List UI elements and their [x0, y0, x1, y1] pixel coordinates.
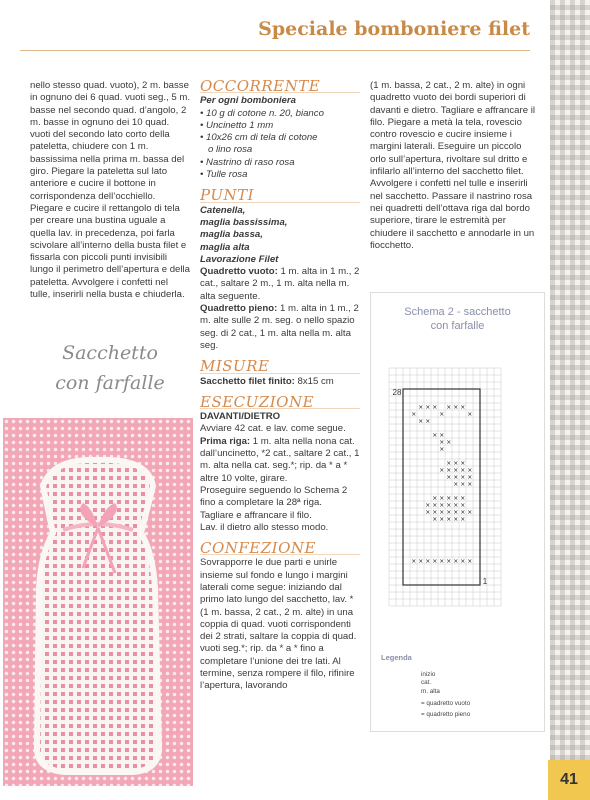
filled-cell-mark: ×: [446, 404, 452, 411]
filled-cell-mark: ×: [467, 467, 473, 474]
occorrente-item: • 10x26 cm di tela di cotone: [200, 132, 318, 144]
filled-cell-mark: ×: [439, 516, 445, 523]
esecuzione-p3: Proseguire seguendo lo Schema 2 fino a completare la 28ª riga.: [200, 484, 348, 509]
filled-cell-mark: ×: [432, 495, 438, 502]
legend-item: = quadretto pieno: [421, 711, 471, 718]
quadretto-vuoto: [200, 266, 360, 303]
punti-line: maglia bassa,: [200, 229, 263, 241]
occorrente-item: • Tulle rosa: [200, 169, 248, 181]
filled-cell-mark: ×: [432, 509, 438, 516]
occorrente-item: • Uncinetto 1 mm: [200, 119, 274, 131]
filled-cell-mark: ×: [467, 509, 473, 516]
script-title-line2: con farfalle: [55, 372, 165, 394]
column-left: [30, 80, 190, 301]
filled-cell-mark: ×: [460, 502, 466, 509]
legend-item: cat.: [421, 679, 432, 686]
misure-label: Sacchetto filet finito:: [200, 375, 295, 387]
filled-cell-mark: ×: [467, 558, 473, 565]
occorrente-sub: Per ogni bomboniera: [200, 95, 296, 107]
schema-title-line1: Schema 2 - sacchetto: [404, 306, 511, 318]
filled-cell-mark: ×: [446, 516, 452, 523]
vuoto-text: 1 m. alta in 1 m., 2 cat., saltare 2 m., 1 m. alta nella m. alta seguente.: [200, 266, 360, 302]
filled-cell-mark: ×: [439, 446, 445, 453]
filled-cell-mark: ×: [439, 495, 445, 502]
filled-cell-mark: ×: [446, 509, 452, 516]
filled-cell-mark: ×: [432, 404, 438, 411]
filled-cell-mark: ×: [453, 481, 459, 488]
punti-line: maglia alta: [200, 241, 250, 253]
filled-cell-mark: ×: [439, 558, 445, 565]
vuoto-label: Quadretto vuoto:: [200, 266, 278, 278]
filled-cell-mark: ×: [460, 481, 466, 488]
filled-cell-mark: ×: [446, 460, 452, 467]
filled-cell-mark: ×: [460, 404, 466, 411]
filled-cell-mark: ×: [432, 558, 438, 565]
filled-cell-mark: ×: [432, 502, 438, 509]
filled-cell-mark: ×: [439, 432, 445, 439]
filled-cell-mark: ×: [411, 558, 417, 565]
row-label-bottom: 1: [482, 577, 488, 586]
punti-line: Lavorazione Filet: [200, 253, 279, 265]
filled-cell-mark: ×: [446, 495, 452, 502]
filled-cell-mark: ×: [453, 509, 459, 516]
schema-diagram: [370, 292, 545, 732]
esecuzione-riga: [200, 436, 360, 485]
filled-cell-mark: ×: [460, 460, 466, 467]
filled-cell-mark: ×: [439, 467, 445, 474]
filled-cell-mark: ×: [439, 411, 445, 418]
script-title-line1: Sacchetto: [62, 342, 158, 364]
confezione-text: Sovrapporre le due parti e unirle insieme sul fondo e lungo i margini laterali come segue: iniziando dal primo lato lungo del sacchetto, lav. *(1 m. bassa, 2 cat., 2 m. alte) in una coppia di quad. vuoti corrispondenti dei 2 strati, saltare la coppia di quad. vuoti seg.*; rip. da * a * fino a completare l’unione dei tre lati. Al termine, senza rompere il filo, rifinire l’apertura, lavorando: [200, 557, 357, 692]
filled-cell-mark: ×: [460, 495, 466, 502]
section-misure: MISURE: [200, 360, 360, 373]
filled-cell-mark: ×: [453, 404, 459, 411]
product-photo: [3, 418, 193, 786]
filled-cell-mark: ×: [460, 509, 466, 516]
misure-text: [200, 376, 360, 388]
filled-cell-mark: ×: [425, 418, 431, 425]
riga-label: Prima riga:: [200, 435, 251, 447]
legend-item: m. alta: [421, 688, 440, 695]
filled-cell-mark: ×: [453, 474, 459, 481]
filled-cell-mark: ×: [453, 467, 459, 474]
filled-cell-mark: ×: [467, 481, 473, 488]
filled-cell-mark: ×: [446, 439, 452, 446]
filled-cell-mark: ×: [432, 432, 438, 439]
legend-item: = quadretto vuoto: [421, 700, 471, 707]
gingham-border: [550, 0, 590, 800]
column-middle: [200, 77, 360, 693]
row-label-top: 28: [392, 388, 402, 397]
title-divider: [20, 50, 530, 51]
occorrente-item: • 10 g di cotone n. 20, bianco: [200, 107, 324, 119]
misure-value: 8x15 cm: [294, 375, 334, 387]
crochet-bag-illustration: [3, 418, 193, 786]
filled-cell-mark: ×: [453, 460, 459, 467]
esecuzione-p4: Tagliare e affrancare il filo.: [200, 509, 312, 521]
filled-cell-mark: ×: [460, 467, 466, 474]
legend-item: inizio: [421, 671, 436, 678]
column-right: [370, 80, 535, 252]
filled-cell-mark: ×: [411, 411, 417, 418]
filled-cell-mark: ×: [460, 558, 466, 565]
filled-cell-mark: ×: [439, 439, 445, 446]
occorrente-item: o lino rosa: [208, 144, 253, 156]
pieno-label: Quadretto pieno:: [200, 303, 278, 315]
riga-text: 1 m. alta nella nona cat. dall’uncinetto, *2 cat., saltare 2 cat., 1 m. alta nella cat. seg.*; rip. da * a * altre 10 volte, girare.: [200, 435, 360, 484]
filled-cell-mark: ×: [446, 474, 452, 481]
punti-line: Catenella,: [200, 204, 246, 216]
filled-cell-mark: ×: [432, 516, 438, 523]
filled-cell-mark: ×: [453, 558, 459, 565]
section-esecuzione: ESECUZIONE: [200, 396, 360, 409]
esecuzione-p1: Avviare 42 cat. e lav. come segue.: [200, 423, 346, 435]
schema-title-line2: con farfalle: [430, 320, 485, 332]
esecuzione-p5: Lav. il dietro allo stesso modo.: [200, 521, 329, 533]
occorrente-item: • Nastrino di raso rosa: [200, 156, 295, 168]
instructions-text-right: (1 m. bassa, 2 cat., 2 m. alte) in ogni quadretto vuoto dei bordi superiori di davanti e dietro. Tagliare e affrancare il filo. Piegare a metà la tela, rovescio contro rovescio e cucire insieme i margini laterali. Eseguire un piccolo orlo sull’apertura, rivoltare sul dritto e infilarlo all’interno del sacchetto filet. Avvolgere i confetti nel tulle e inserirli nel sacchetto. Passare il nastrino rosa nei quadretti dell’ottava riga dal bordo superiore, tirare le estremità per chiudere il sacchetto e annodarle in un fiocchetto.: [370, 80, 535, 251]
script-title: [40, 338, 180, 398]
filled-cell-mark: ×: [425, 502, 431, 509]
filled-cell-mark: ×: [467, 474, 473, 481]
filled-cell-mark: ×: [453, 516, 459, 523]
filled-cell-mark: ×: [446, 467, 452, 474]
filled-cell-mark: ×: [446, 558, 452, 565]
esecuzione-sub: DAVANTI/DIETRO: [200, 411, 281, 423]
filled-cell-mark: ×: [453, 502, 459, 509]
filet-grid: [371, 353, 546, 643]
filled-cell-mark: ×: [467, 411, 473, 418]
legend-title: Legenda: [381, 653, 412, 662]
page-title: Speciale bomboniere filet: [258, 18, 530, 40]
filled-cell-mark: ×: [425, 558, 431, 565]
filled-cell-mark: ×: [460, 516, 466, 523]
filled-cell-mark: ×: [453, 495, 459, 502]
filled-cell-mark: ×: [418, 418, 424, 425]
filled-cell-mark: ×: [446, 502, 452, 509]
filled-cell-mark: ×: [439, 502, 445, 509]
section-confezione: CONFEZIONE: [200, 542, 360, 555]
page-number: 41: [548, 760, 590, 800]
filled-cell-mark: ×: [460, 474, 466, 481]
filled-cell-mark: ×: [439, 509, 445, 516]
filled-cell-mark: ×: [425, 404, 431, 411]
section-occorrente: OCCORRENTE: [200, 80, 360, 93]
pieno-text: 1 m. alta in 1 m., 2 m. alte sulle 2 m. seg. o nello spazio seg. di 2 cat., 1 m. alta nella m. alta seg.: [200, 303, 359, 351]
instructions-text: nello stesso quad. vuoto), 2 m. basse in ognuno dei 6 quad. vuoti seg., 5 m. basse nel secondo quad. d’angolo, 2 m. basse in ognuno dei 10 quad. vuoti del secondo lato corto della pateletta, chiudere con 1 m. bassissima nella prima m. bassa del giro. Piegare la pateletta sul lato anteriore e cucire il bottone in corrispondenza dell’occhiello. Piegare e cucire il rettangolo di tela per creare una bustina uguale a quella lav. in precedenza, poi farla scivolare all’interno della busta filet e fissarla con piccoli punti invisibili lungo il perimetro dell’apertura e della pateletta. Avvolgere i confetti nel tulle, inserirli nella busta e chiuderla.: [30, 80, 191, 301]
filled-cell-mark: ×: [418, 558, 424, 565]
filled-cell-mark: ×: [425, 509, 431, 516]
schema-title: [371, 305, 544, 333]
filled-cell-mark: ×: [418, 404, 424, 411]
punti-line: maglia bassissima,: [200, 216, 288, 228]
section-punti: PUNTI: [200, 189, 360, 202]
quadretto-pieno: [200, 303, 360, 352]
